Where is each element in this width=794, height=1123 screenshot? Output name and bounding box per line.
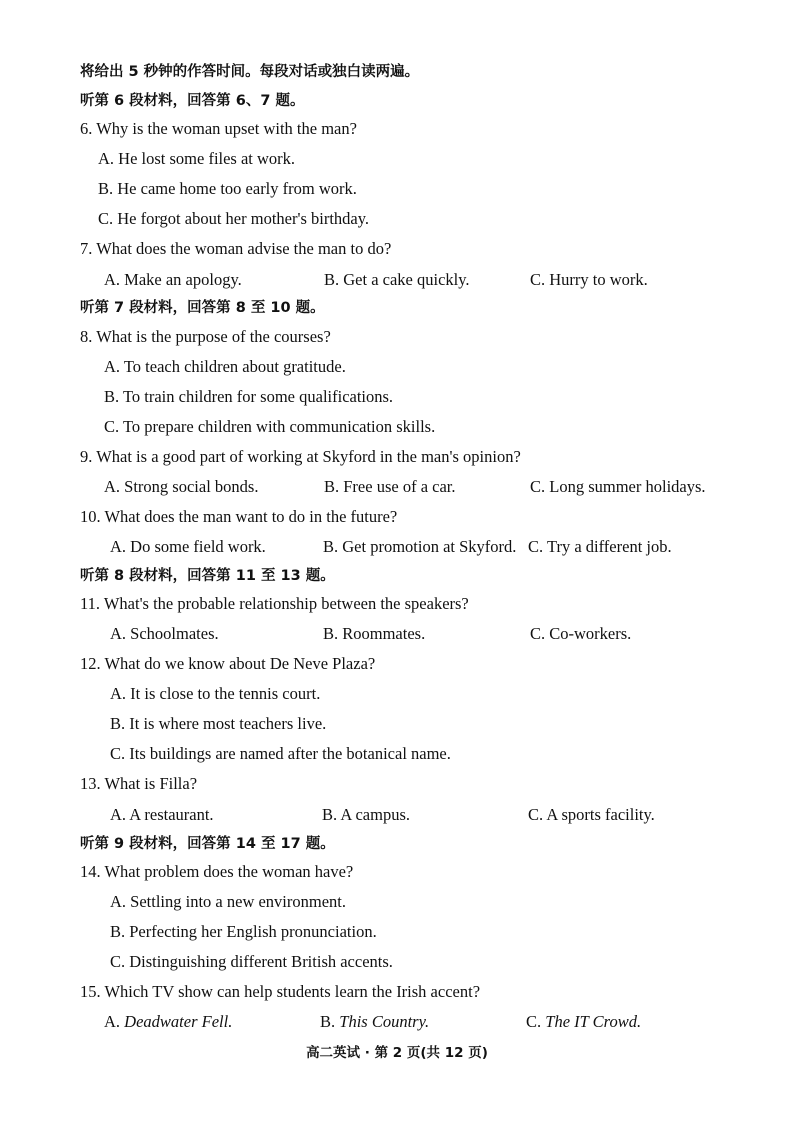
option-letter: C. <box>526 1012 542 1031</box>
answer-option: A. Do some field work. <box>110 537 266 556</box>
page-footer: 高二英试 · 第 2 页(共 12 页) <box>306 1045 488 1061</box>
answer-option: C. Its buildings are named after the botanical name. <box>110 744 451 763</box>
answer-option: C. Co-workers. <box>530 624 632 643</box>
answer-option: A. Schoolmates. <box>110 624 219 643</box>
answer-option <box>526 1012 641 1032</box>
answer-option: A. Strong social bonds. <box>104 477 259 496</box>
answer-option: C. A sports facility. <box>528 805 655 824</box>
question-stem: 14. What problem does the woman have? <box>80 862 354 881</box>
question-stem: 12. What do we know about De Neve Plaza? <box>80 654 376 673</box>
answer-option: B. Free use of a car. <box>324 477 456 496</box>
answer-option: A. Settling into a new environment. <box>110 892 347 911</box>
question-stem: 11. What's the probable relationship between the speakers? <box>80 594 469 613</box>
answer-option: C. He forgot about her mother's birthday. <box>98 209 370 228</box>
answer-option: B. Roommates. <box>323 624 426 643</box>
answer-option: B. Get a cake quickly. <box>324 270 470 289</box>
answer-option: B. To train children for some qualifications. <box>104 387 394 406</box>
answer-option <box>320 1012 429 1032</box>
question-stem: 13. What is Filla? <box>80 774 198 793</box>
question-stem: 9. What is a good part of working at Skyford in the man's opinion? <box>80 447 521 466</box>
answer-option: A. To teach children about gratitude. <box>104 357 346 376</box>
answer-option: C. Try a different job. <box>528 537 672 556</box>
answer-option: A. A restaurant. <box>110 805 214 824</box>
section-header: 听第 9 段材料，回答第 14 至 17 题。 <box>80 836 335 852</box>
answer-option: A. He lost some files at work. <box>98 149 296 168</box>
question-stem: 6. Why is the woman upset with the man? <box>80 119 357 138</box>
answer-option: C. To prepare children with communication skills. <box>104 417 436 436</box>
question-stem: 10. What does the man want to do in the future? <box>80 507 398 526</box>
answer-option: C. Long summer holidays. <box>530 477 706 496</box>
answer-option: A. Make an apology. <box>104 270 242 289</box>
section-header: 听第 7 段材料，回答第 8 至 10 题。 <box>80 300 325 316</box>
show-title: Deadwater Fell. <box>124 1012 233 1031</box>
answer-option: B. Perfecting her English pronunciation. <box>110 922 377 941</box>
section-header: 听第 8 段材料，回答第 11 至 13 题。 <box>80 568 335 584</box>
option-letter: A. <box>104 1012 121 1031</box>
question-stem: 7. What does the woman advise the man to do? <box>80 239 392 258</box>
question-stem: 8. What is the purpose of the courses? <box>80 327 331 346</box>
answer-option <box>104 1012 232 1032</box>
intro-text: 将给出 5 秒钟的作答时间。每段对话或独白读两遍。 <box>80 64 420 80</box>
answer-option: B. It is where most teachers live. <box>110 714 327 733</box>
answer-option: C. Hurry to work. <box>530 270 648 289</box>
show-title: This Country. <box>339 1012 430 1031</box>
question-stem: 15. Which TV show can help students learn the Irish accent? <box>80 982 481 1001</box>
section-header: 听第 6 段材料，回答第 6、7 题。 <box>80 93 305 109</box>
answer-option: B. A campus. <box>322 805 411 824</box>
answer-option: B. Get promotion at Skyford. <box>323 537 517 556</box>
answer-option: A. It is close to the tennis court. <box>110 684 321 703</box>
option-letter: B. <box>320 1012 336 1031</box>
answer-option: B. He came home too early from work. <box>98 179 357 198</box>
show-title: The IT Crowd. <box>545 1012 642 1031</box>
answer-option: C. Distinguishing different British accents. <box>110 952 393 971</box>
